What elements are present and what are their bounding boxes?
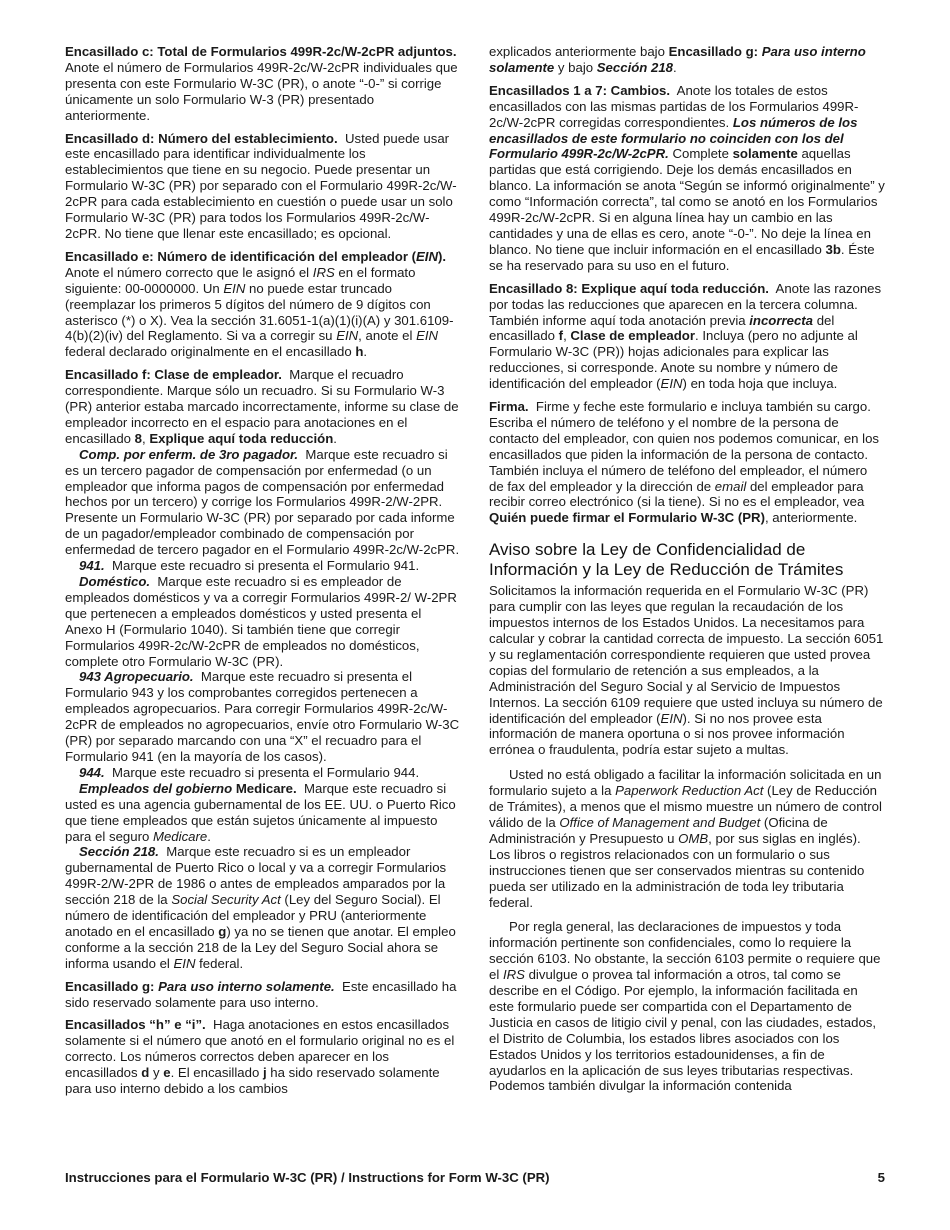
privacy-paragraph-2: Usted no está obligado a facilitar la información solicitada en un formulario sujeto a la Paperwork Reduction Act (Ley de Reducción de Trámites), a menos que el mismo muestre un número de control válido de la Office of Management and Budget (Oficina de Administración y Presupuesto u OMB, por sus siglas en inglés). Los libros o registros relacionados con un formulario o sus instrucciones tienen que ser conservados mientras su contenido pueda ser utilizado en la administración de toda ley tributaria federal. [489, 767, 882, 910]
privacy-paragraph-3: Por regla general, las declaraciones de impuestos y toda información pertinente son confidenciales, como lo requiere la sección 6103. No obstante, la sección 6103 permite o requiere que el IRS divulgue o provea tal información a otros, tal como se describe en el Código. Por ejemplo, la información facilitada en este formulario puede ser compartida con el Departamento de Justicia en casos de litigio civil y penal, con las ciudades, estados, el Distrito de Columbia, los estados libres asociados con los Estados Unidos y los territorios estadounidenses, a fin de ayudarlos en la aplicación de sus leyes tributarias respectivas. Podemos también divulgar la información contenida [489, 919, 881, 1094]
item-comp-enferm: Comp. por enferm. de 3ro pagador. Marque este recuadro si es un tercero pagador de compensación por enfermedad (o un empleador que informa pagos de compensación por enfermedad hechos por un tercero) y corrige los Formularios 499R-2/W-2PR. Presente un Formulario W-3C (PR) por separado por cada informe de un pagador/empleador combinado de compensación por enfermedad de tercero pagador en el Formulario 499R-2c/W-2cPR. [65, 446, 460, 558]
right-column [489, 44, 885, 1103]
section-box-d [65, 131, 461, 242]
item-seccion-218: Sección 218. Marque este recuadro si es un empleador gubernamental de Puerto Rico o local y va a corregir Formularios 499R-2/W-2PR de 1986 o antes de empleados amparados por la sección 218 de la Social Security Act (Ley del Seguro Social). El número de identificación del empleador y PRU (anteriormente anotado en el encasillado g) ya no se tienen que anotar. El empleo conforme a la sección 218 de la Ley del Seguro Social ahora se informa usando el EIN federal. [65, 844, 456, 971]
section-box-f: Encasillado f: Clase de empleador. Marque el recuadro correspondiente. Marque sólo un recuadro. Si su Formulario W-3 (PR) anterior estaba marcado incorrectamente, informe su clase de empleador incorrecto en el espacio para anotaciones en el encasillado 8, Explique aquí toda reducción. [65, 367, 459, 446]
continuation-text: explicados anteriormente bajo Encasillado g: Para uso interno solamente y bajo Sección 218. [489, 44, 866, 75]
section-firma: Firma. Firme y feche este formulario e incluya también su cargo. Escriba el número de teléfono y el nombre de la persona de contacto del empleador, con quien nos podemos comunicar, en los encasillados que piden la información de la persona de contacto. También incluya el número de teléfono del empleador, el número de fax del empleador y la dirección de email del empleador para recibir correo electrónico (si la tiene). Si no es el empleador, vea Quién puede firmar el Formulario W-3C (PR), anteriormente. [489, 399, 880, 526]
item-941: 941. Marque este recuadro si presenta el Formulario 941. [79, 558, 420, 574]
section-box-c [65, 44, 461, 124]
item-empleados-gobierno: Empleados del gobierno Medicare. Marque este recuadro si usted es una agencia gubernamental de los EE. UU. o Puerto Rico que tiene empleados que están sujetos únicamente al impuesto para el seguro Medicare. [65, 780, 456, 844]
box-f-heading: Encasillado f: Clase de empleador. [65, 367, 282, 383]
section-box-h-i: Encasillados “h” e “i”. Haga anotaciones en estos encasillados solamente si el número que anotó en el formulario original no es el correcto. Los números correctos deben aparecer en los encasillados d y e. El encasillado j ha sido reservado solamente para uso interno debido a los cambios [65, 1017, 455, 1097]
box-d-heading: Encasillado d: Número del establecimiento. [65, 130, 338, 146]
box-d-text: Usted puede usar este encasillado para identificar individualmente los establecimientos que tiene en su negocio. Puede presentar un Formulario W-3C (PR) por separado con el Formulario 499R-2c/W-2cPR para cada establecimiento en cuestión o puede usar un solo Formulario W-3C (PR) para todos los Formularios 499R-2c/W-2cPR. No tiene que llenar este encasillado; es opcional. [65, 130, 457, 241]
footer-title: Instrucciones para el Formulario W-3C (PR) / Instructions for Form W-3C (PR) [65, 1170, 550, 1185]
box-e-heading: Encasillado e: Número de identificación del empleador (EIN). [65, 248, 447, 264]
page-footer [65, 1170, 885, 1185]
section-box-8: Encasillado 8: Explique aquí toda reducción. Anote las razones por todas las reducciones que aparecen en la tercera columna. También informe aquí toda anotación previa incorrecta del encasillado f, Clase de empleador. Incluya (pero no adjunte al Formulario W-3C (PR)) hojas adicionales para explicar las reducciones, si corresponde. Anote su nombre y número de identificación del empleador (EIN) en toda hoja que incluya. [489, 280, 882, 392]
page-number: 5 [877, 1170, 885, 1185]
privacy-act-heading: Aviso sobre la Ley de Confidencialidad de Información y la Ley de Reducción de Trámites [489, 540, 844, 580]
item-944: 944. Marque este recuadro si presenta el Formulario 944. [79, 764, 420, 780]
section-box-e: Encasillado e: Número de identificación del empleador (EIN). Anote el número correcto que le asignó el IRS en el formato siguiente: 00-0000000. Un EIN no puede estar truncado (reemplazar los primeros 5 dígitos del número de 9 dígitos con asterisco (*) o X). Vea la sección 31.6051-1(a)(1)(i)(A) y 301.6109-4(b)(2)(iv) del Reglamento. Si va a corregir su EIN, anote el EIN federal declarado originalmente en el encasillado h. [65, 248, 454, 360]
item-943-agropecuario: 943 Agropecuario. Marque este recuadro si presenta el Formulario 943 y los comprobantes corregidos pertenecen a empleados agropecuarios. Para corregir Formularios 499R-2c/W-2cPR de empleados no agropecuarios, envíe otro Formulario W-3C (PR) por separado marcando con una “X” el recuadro para el Formulario 941 (en la mayoría de los casos). [65, 669, 460, 764]
section-boxes-1-7: Encasillados 1 a 7: Cambios. Anote los totales de estos encasillados con las mismas partidas de los Formularios 499R-2c/W-2cPR corregidas correspondientes. Los números de los encasillados de este formulario no coinciden con los del Formulario 499R-2c/W-2cPR. Complete solamente aquellas partidas que está corrigiendo. Deje los demás encasillados en blanco. La información se anota “Según se informó originalmente” y como “Información correcta”, tal como se anotó en los Formularios 499R-2c/W-2cPR. Si en alguna línea hay un cambio en las cantidades y una de ellas es cero, anote “-0-”. No deje la línea en blanco. No tiene que incluir información en el encasillado 3b. Éste se ha reservado para su uso en el futuro. [489, 82, 885, 273]
section-box-g: Encasillado g: Para uso interno solamente. Este encasillado ha sido reservado solamente para uso interno. [65, 978, 457, 1010]
box-c-heading: Encasillado c: Total de Formularios 499R-2c/W-2cPR adjuntos. [65, 44, 457, 59]
privacy-paragraph-1: Solicitamos la información requerida en el Formulario W-3C (PR) para cumplir con las leyes que regulan la recaudación de los impuestos internos de los Estados Unidos. La necesitamos para calcular y cobrar la cantidad correcta de impuesto. La sección 6051 y su reglamentación correspondiente requieren que usted provea copias del formulario de retención a sus empleados, a la Administración del Seguro Social y al Servicio de Impuestos Internos. La sección 6109 requiere que usted incluya su número de identificación del empleador (EIN). Si no nos provee esta información de manera oportuna o si nos provee información errónea o fraudulenta, podría estar sujeto a multas. [489, 583, 884, 758]
item-domestico: Doméstico. Marque este recuadro si es empleador de empleados domésticos y va a corregir Formularios 499R-2/ W-2PR que pertenecen a empleados domésticos y usted presenta el Anexo H (Formulario 1040). Si también tiene que corregir Formularios 499R-2c/W-2cPR de empleados no domésticos, complete otro Formulario W-3C (PR). [65, 574, 457, 669]
left-column [65, 44, 461, 1104]
box-c-text: Anote el número de Formularios 499R-2c/W-2cPR individuales que presenta con este Formulario W-3C (PR), o anote “-0-” si corrige únicamente un solo Formulario W-3 (PR) presentado anteriormente. [65, 59, 458, 123]
